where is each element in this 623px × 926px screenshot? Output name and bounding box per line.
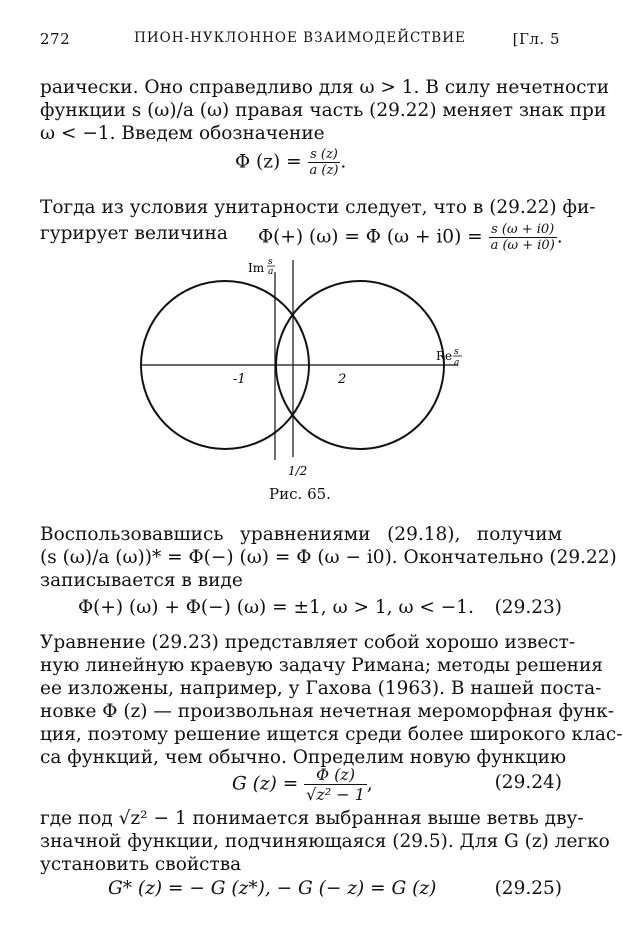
tick-two: 2 [338,372,347,387]
text-line: Тогда из условия унитарности следует, что в (29.22) фи- [40,197,596,218]
text-line: установить свойства [40,854,242,875]
equation-29-23: Φ(+) (ω) + Φ(−) (ω) = ±1, ω > 1, ω < −1. [78,597,474,618]
text-line: записывается в виде [40,570,243,591]
tick-half: 1/2 [288,464,308,478]
text-line: (s (ω)/a (ω))* = Φ(−) (ω) = Φ (ω − i0). Окончательно (29.22) [40,547,617,568]
x-axis-frac-den: a [454,358,460,368]
fraction-denominator: a (ω + i0) [490,238,555,253]
text-line: ция, поэтому решение ищется среди более широкого клас- [40,724,623,745]
fraction [308,147,341,178]
fraction-numerator: Φ (z) [304,765,367,785]
y-axis-frac-den: a [268,267,274,277]
figure-65 [140,252,470,482]
x-axis-frac-num: s [454,347,459,357]
running-title: ПИОН-НУКЛОННОЕ ВЗАИМОДЕЙСТВИЕ [134,30,466,46]
equation-number: (29.23) [494,597,562,618]
equation-phi-definition [235,147,346,178]
fraction-numerator: s (ω + i0) [489,222,557,238]
inline-formula [258,222,563,253]
equation-lhs: G (z) = [232,773,299,795]
tick-minus-one: -1 [233,372,246,387]
figure-caption: Рис. 65. [269,485,331,503]
running-header [40,30,560,54]
text-line: новке Φ (z) — произвольная нечетная мероморфная функ- [40,701,614,722]
equation-lhs: Φ (z) = [235,151,302,173]
text-line: ω < −1. Введем обозначение [40,123,325,144]
text-line: Воспользовавшись уравнениями (29.18), получим [40,524,562,545]
text-line: значной функции, подчиняющаяся (29.5). Для G (z) легко [40,831,610,852]
y-axis-label: Im [248,261,265,275]
text-line: раически. Оно справедливо для ω > 1. В силу нечетности [40,77,610,98]
equation-29-25: G* (z) = − G (z*), − G (− z) = G (z) [108,878,437,899]
text-line: ее изложены, например, у Гахова (1963). В нашей поста- [40,678,602,699]
equation-number: (29.25) [494,878,562,899]
fraction [304,765,367,804]
text-fragment: гурирует величина [40,223,228,244]
formula-text: Φ(+) (ω) = Φ (ω + i0) = [258,226,483,248]
y-axis-frac-num: s [268,257,273,267]
text-line: Уравнение (29.23) представляет собой хорошо извест- [40,632,576,653]
equation-tail: , [366,773,373,795]
equation-tail: . [340,151,347,173]
chapter-label: [Гл. 5 [512,30,560,48]
text-line: функции s (ω)/a (ω) правая часть (29.22) меняет знак при [40,100,607,121]
equation-29-24 [232,765,373,804]
page-number: 272 [40,30,71,48]
fraction-denominator: √z² − 1 [306,785,365,804]
fraction-numerator: s (z) [308,147,341,163]
text-line: где под √z² − 1 понимается выбранная выше ветвь дву- [40,808,584,829]
text-line: са функций, чем обычно. Определим новую функцию [40,747,567,768]
formula-tail: . [556,226,563,248]
equation-number: (29.24) [494,772,562,793]
x-axis-label: Re [436,349,453,363]
fraction-denominator: a (z) [309,163,339,178]
fraction [489,222,557,253]
text-line: ную линейную краевую задачу Римана; методы решения [40,655,603,676]
